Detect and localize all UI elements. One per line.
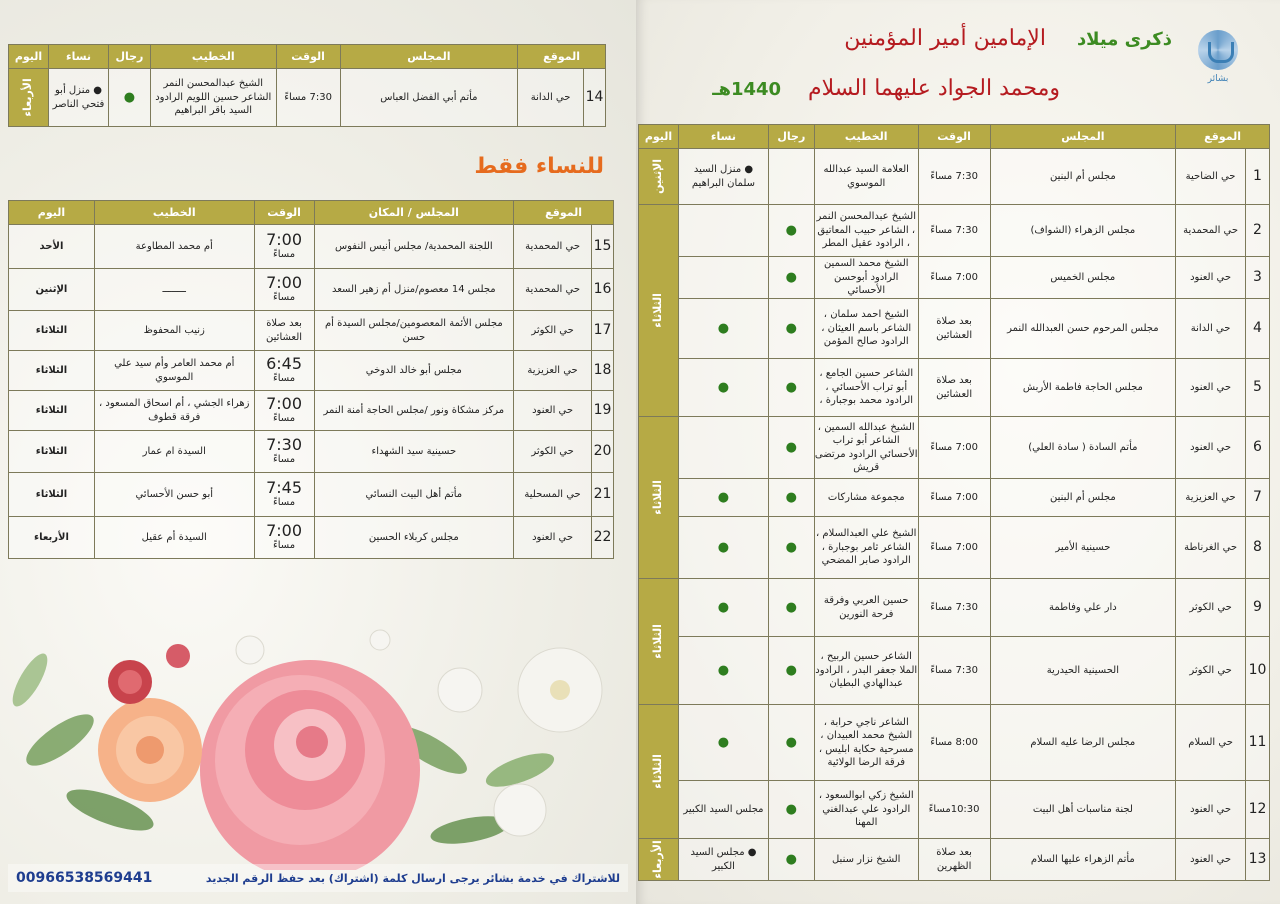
table-row [639,637,1270,705]
table-row [639,579,1270,637]
row-men: ● [768,579,814,637]
row-location: حي العنود [514,391,592,431]
logo-icon [1198,30,1238,70]
table-row [9,391,614,431]
row-majlis: مجلس الحاجة فاطمة الأربش [990,359,1176,417]
row-women: ● [679,479,769,517]
row-location: حي العنود [1176,257,1246,299]
header-time: الوقت [254,201,314,225]
header-men: رجال [108,45,150,69]
row-speaker: حسين العربي وفرقة فرحة النورين [814,579,918,637]
row-time: 7:00 مساءً [918,257,990,299]
row-majlis: مجلس الرضا عليه السلام [990,705,1176,781]
row-men: ● [768,299,814,359]
row-speaker: زنيب المحفوظ [94,311,254,351]
table-row [639,839,1270,881]
row-women: ● [679,299,769,359]
row-location: حي الدانة [1176,299,1246,359]
day-tuesday-3: الثلاثاء [639,579,679,705]
row-women: ● [679,517,769,579]
row-majlis: مجلس الزهراء (الشواف) [990,205,1176,257]
row-number: 11 [1246,705,1270,781]
row-speaker: مجموعة مشاركات [814,479,918,517]
row-day: الثلاثاء [9,473,95,517]
day-tuesday-4: الثلاثاء [639,705,679,839]
row-women: ● [679,359,769,417]
row-number: 19 [592,391,614,431]
day-tuesday-2: الثلاثاء [639,417,679,579]
row-majlis: مجلس أم البنين [990,149,1176,205]
title-red-text: الإمامين أمير المؤمنين [844,26,1046,51]
row-men [768,149,814,205]
header-day: اليوم [639,125,679,149]
header-speaker: الخطيب [814,125,918,149]
row-speaker: الشاعر حسين الربيح ، الملا جعفر البدر ، الرادود عبدالهادي البطيان [814,637,918,705]
row-speaker: الشاعر ناجي حرابة ، الشيخ محمد العبيدان ، مسرحية حكاية ابليس ، فرقة الرضا الولائية [814,705,918,781]
row-women: مجلس السيد الكبير [679,781,769,839]
row-speaker: الشيخ نزار سنبل [814,839,918,881]
day-wednesday: الأربعاء [9,69,49,127]
row-location: حي الكوثر [514,311,592,351]
day-tuesday-1: الثلاثاء [639,205,679,417]
row-location: حي العنود [1176,839,1246,881]
day-wednesday: الأربعاء [639,839,679,881]
table-row [9,351,614,391]
header-location: الموقع [1176,125,1270,149]
row-time: 7:30 مساءً [918,149,990,205]
row-speaker: السيدة أم عقيل [94,517,254,559]
table-row [639,205,1270,257]
header-time: الوقت [276,45,340,69]
row-men: ● [768,637,814,705]
table-row [639,149,1270,205]
title-green-text: ذكرى ميلاد [1076,29,1172,50]
header-majlis: المجلس / المكان [314,201,514,225]
row-location: حي الكوثر [514,431,592,473]
row-location: حي المحمدية [514,225,592,269]
women-only-heading: للنساء فقط [474,154,604,179]
top-left-schedule-table [8,44,606,127]
row-number: 7 [1246,479,1270,517]
row-majlis: مجلس الخميس [990,257,1176,299]
table-row [639,517,1270,579]
row-location: حي العنود [1176,781,1246,839]
row-number: 1 [1246,149,1270,205]
row-majlis: مأتم أهل البيت النسائي [314,473,514,517]
row-number: 10 [1246,637,1270,705]
table-row [639,257,1270,299]
header-majlis: المجلس [340,45,518,69]
row-majlis: مجلس أم البنين [990,479,1176,517]
row-men: ● [768,781,814,839]
row-location: حي الضاحية [1176,149,1246,205]
row-location: حي الدانة [518,69,584,127]
table-row [9,311,614,351]
row-majlis: مأتم أبي الفضل العباس [340,69,518,127]
row-time: 6:45 مساءً [254,351,314,391]
row-majlis: دار علي وفاطمة [990,579,1176,637]
peach-rose [98,698,202,802]
row-speaker: الشيخ علي العبدالسلام ، الشاعر ثامر بوجبارة ، الرادود صابر المضحي [814,517,918,579]
row-time: 7:30 مساءً [918,637,990,705]
row-majlis: مركز مشكاة ونور /مجلس الحاجة أمنة النمر [314,391,514,431]
row-number: 3 [1246,257,1270,299]
table-row [639,705,1270,781]
row-men: ● [768,359,814,417]
red-rose [108,644,190,704]
header-speaker: الخطيب [94,201,254,225]
row-majlis: لجنة مناسبات أهل البيت [990,781,1176,839]
row-majlis: مجلس 14 معصوم/منزل أم زهير السعد [314,269,514,311]
row-speaker: أم محمد المطاوعة [94,225,254,269]
row-time: 7:00 مساءً [918,517,990,579]
row-time: 7:00 مساءً [254,517,314,559]
table-row [639,359,1270,417]
row-location: حي المحمدية [1176,205,1246,257]
table-row [9,269,614,311]
title-red-text-2: ومحمد الجواد عليهما السلام [808,76,1060,101]
row-number: 6 [1246,417,1270,479]
row-women: ● منزل السيد سلمان البراهيم [679,149,769,205]
flower-decoration [0,600,636,870]
row-number: 2 [1246,205,1270,257]
row-time: 7:00 مساءً [254,391,314,431]
footer-phone: 00966538569441 [16,870,153,886]
row-time: بعد صلاة العشائين [254,311,314,351]
table-row [639,299,1270,359]
row-day: الأربعاء [9,517,95,559]
row-time: 7:45 مساءً [254,473,314,517]
table-row [639,479,1270,517]
row-number: 9 [1246,579,1270,637]
row-speaker: العلامة السيد عبدالله الموسوي [814,149,918,205]
row-speaker: الشيخ زكي ابوالسعود ، الرادود علي عبدالغني المهنا [814,781,918,839]
row-majlis: مجلس أبو خالد الدوخي [314,351,514,391]
header-location: الموقع [518,45,606,69]
row-majlis: حسينية سيد الشهداء [314,431,514,473]
day-monday: الإثنين [639,149,679,205]
women-table-header [9,201,614,225]
table-row [639,417,1270,479]
row-majlis: مأتم الزهراء عليها السلام [990,839,1176,881]
header-day: اليوم [9,45,49,69]
row-majlis: اللجنة المحمدية/ مجلس أنيس النفوس [314,225,514,269]
row-speaker: السيدة ام عمار [94,431,254,473]
header-time: الوقت [918,125,990,149]
main-schedule-table [638,124,1270,881]
header-speaker: الخطيب [150,45,276,69]
row-time: 7:30 مساءً [254,431,314,473]
table-row [9,69,606,127]
row-time: 8:00 مساءً [918,705,990,781]
title-line-2 [712,76,1060,101]
row-time: 7:00 مساءً [254,269,314,311]
row-men: ● [108,69,150,127]
row-time: بعد صلاة العشائين [918,359,990,417]
row-women [679,257,769,299]
title-year: 1440هـ [712,79,782,100]
row-number: 22 [592,517,614,559]
row-majlis: مجلس المرحوم حسن العبدالله النمر [990,299,1176,359]
row-location: حي العنود [1176,417,1246,479]
row-majlis: مجلس كربلاء الحسين [314,517,514,559]
row-number: 13 [1246,839,1270,881]
row-location: حي العنود [514,517,592,559]
row-majlis: مأتم السادة ( سادة العلي) [990,417,1176,479]
row-time: 7:00 مساءً [254,225,314,269]
row-men: ● [768,205,814,257]
row-number: 16 [592,269,614,311]
row-number: 20 [592,431,614,473]
table-row [639,781,1270,839]
row-number: 12 [1246,781,1270,839]
row-majlis: حسينية الأمير [990,517,1176,579]
header-location: الموقع [514,201,614,225]
table-row [9,431,614,473]
row-speaker: الشيخ عبدالمحسن النمر الشاعر حسين اللويم الرادود السيد باقر البراهيم [150,69,276,127]
row-men: ● [768,705,814,781]
row-time: 7:30 مساءً [918,579,990,637]
row-women: ● مجلس السيد الكبير [679,839,769,881]
row-women [679,417,769,479]
row-number: 17 [592,311,614,351]
row-location: حي المحمدية [514,269,592,311]
row-location: حي العنود [1176,359,1246,417]
main-table-header [639,125,1270,149]
row-time: 7:00 مساءً [918,417,990,479]
row-speaker: الشيخ عبدالمحسن النمر ، الشاعر حبيب المعاتيق ، الرادود عقيل المطر [814,205,918,257]
row-speaker: الشيخ محمد السمين الرادود أبوحسن الأحسائي [814,257,918,299]
row-women: ● [679,637,769,705]
row-time: 7:00 مساءً [918,479,990,517]
row-women: ● [679,705,769,781]
row-speaker: الشيخ عبدالله السمين ، الشاعر أبو تراب الأحسائي الرادود مرتضى قريش [814,417,918,479]
row-location: حي الكوثر [1176,637,1246,705]
row-majlis: الحسينية الحيدرية [990,637,1176,705]
header-majlis: المجلس [990,125,1176,149]
row-day: الثلاثاء [9,311,95,351]
row-time: 7:30 مساءً [918,205,990,257]
top-left-table-header [9,45,606,69]
peony-large [200,660,420,870]
header-men: رجال [768,125,814,149]
row-time: 7:30 مساءً [276,69,340,127]
row-speaker: أبو حسن الأحسائي [94,473,254,517]
row-day: الإثنين [9,269,95,311]
title-line-1 [844,26,1172,51]
row-men: ● [768,417,814,479]
row-speaker: ــــــــ [94,269,254,311]
bashaer-logo [1194,30,1242,92]
row-number: 15 [592,225,614,269]
footer-subscription-bar [8,864,628,892]
row-time: بعد صلاة العشائين [918,299,990,359]
row-men: ● [768,517,814,579]
row-location: حي الغرناطة [1176,517,1246,579]
table-row [9,473,614,517]
women-schedule-table [8,200,614,559]
header-women: نساء [679,125,769,149]
row-number: 14 [584,69,606,127]
row-time: 10:30مساءً [918,781,990,839]
table-row [9,517,614,559]
row-day: الثلاثاء [9,431,95,473]
row-women: ● [679,579,769,637]
row-men: ● [768,479,814,517]
row-number: 4 [1246,299,1270,359]
row-majlis: مجلس الأئمة المعصومين/مجلس السيدة أم حسن [314,311,514,351]
row-day: الأحد [9,225,95,269]
row-location: حي الكوثر [1176,579,1246,637]
row-day: الثلاثاء [9,351,95,391]
row-number: 18 [592,351,614,391]
header-day: اليوم [9,201,95,225]
row-women: ● منزل أبو فتحي الناصر [49,69,109,127]
row-day: الثلاثاء [9,391,95,431]
row-speaker: الشيخ احمد سلمان ، الشاعر باسم العيثان ، الرادود صالح المؤمن [814,299,918,359]
logo-text: بشائر [1207,74,1229,84]
row-speaker: زهراء الجشي ، أم اسحاق المسعود ، فرقة قطوف [94,391,254,431]
header-women: نساء [49,45,109,69]
row-location: حي العزيزية [1176,479,1246,517]
row-speaker: الشاعر حسين الجامع ، أبو تراب الأحسائي ، الرادود محمد بوجبارة ، [814,359,918,417]
row-location: حي العزيزية [514,351,592,391]
row-time: بعد صلاة الظهرين [918,839,990,881]
row-men: ● [768,257,814,299]
row-number: 8 [1246,517,1270,579]
row-location: حي السلام [1176,705,1246,781]
footer-text: للاشتراك في خدمة بشائر يرجى ارسال كلمة (اشتراك) بعد حفظ الرقم الجديد [205,871,620,885]
table-row [9,225,614,269]
row-speaker: أم محمد العامر وأم سيد علي الموسوي [94,351,254,391]
row-number: 5 [1246,359,1270,417]
row-women [679,205,769,257]
row-location: حي المسحلية [514,473,592,517]
row-number: 21 [592,473,614,517]
row-men: ● [768,839,814,881]
